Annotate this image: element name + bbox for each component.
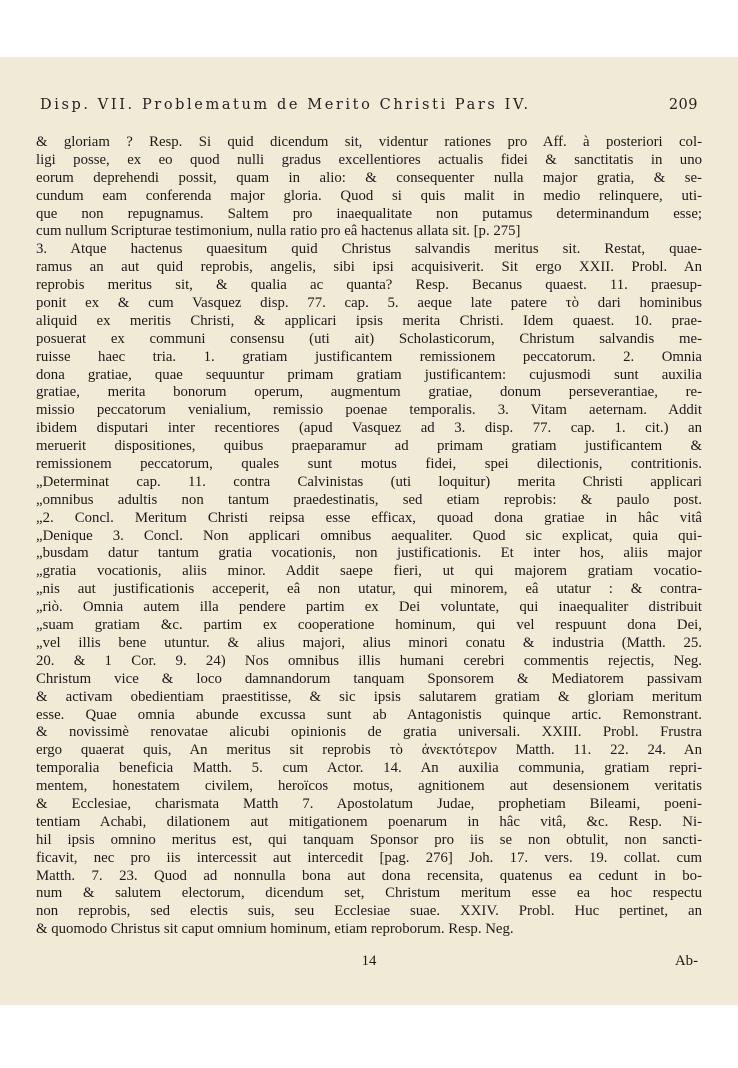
text-line: meruerit dispositiones, quibus praeparamur ad primam gratiam justificantem & — [36, 438, 702, 455]
text-line: ponit ex & cum Vasquez disp. 77. cap. 5. aeque late patere τὸ dari hominibus — [36, 295, 702, 312]
text-line: & quomodo Christus sit caput omnium hominum, etiam reproborum. Resp. Neg. — [36, 921, 514, 938]
text-line: ligi posse, ex eo quod nulli gradus excellentiores actualis fidei & sanctitatis in uno — [36, 151, 702, 168]
text-line: non reprobis, sed electis suis, seu Ecclesiae suae. XXIV. Probl. Huc pertinet, an — [36, 903, 702, 920]
text-line: & novissimè renovatae alicubi opinionis de gratia universali. XXIII. Probl. Frustra — [36, 724, 702, 741]
text-line: mentem, honestatem civilem, heroïcos motus, agnitionem aut desensionem veritatis — [36, 778, 702, 795]
text-line: num & salutem electorum, dicendum set, Christum meritum esse ea hoc respectu — [36, 885, 702, 902]
text-line: „2. Concl. Meritum Christi reipsa esse efficax, quoad dona gratiae in hâc vitâ — [36, 509, 702, 526]
text-line: Matth. 7. 23. Quod ad nonnulla bona aut dona recensita, quatenus ea cedunt in bo- — [36, 867, 702, 884]
text-line: ibidem disputari inter recentiores (apud Vasquez ad 3. disp. 77. cap. 1. cit.) an — [36, 420, 702, 437]
text-line: esse. Quae omnia abunde excussa sunt ab Antagonistis quinque artic. Remonstrant. — [36, 706, 702, 723]
text-line: ramus an aut quid reprobis, angelis, sibi ipsi acquisiverit. Sit ergo XXII. Probl. An — [36, 259, 702, 276]
text-line: temporalia beneficia Matth. 5. cum Actor. 14. An auxilia communia, gratiam repri- — [36, 760, 702, 777]
book-page — [0, 57, 738, 1005]
text-line: cum nullum Scripturae testimonium, nulla ratio pro eâ hactenus allata sit. [p. 275] — [36, 223, 521, 240]
text-line: ruisse haec tria. 1. gratiam justificantem remissionem peccatorum. 2. Omnia — [36, 348, 702, 365]
text-line: ergo quaerat quis, An meritus sit reprobis τὸ ἀνεκτότερον Matth. 11. 22. 24. An — [36, 742, 702, 759]
text-line: eorum deprehendi possit, quam in alio: & consequenter nulla major gratia, & se- — [36, 169, 702, 186]
text-line: „nis aut justificationis acceperit, eâ non utatur, qui minorem, eâ utatur : & contra- — [36, 581, 702, 598]
catchword: Ab- — [674, 953, 698, 969]
page-footer — [36, 953, 702, 971]
text-line: tentiam Achabi, dilationem aut mitigationem poenarum in hâc vitâ, &c. Resp. Ni- — [36, 813, 702, 830]
running-head — [40, 97, 698, 113]
text-line: posuerat ex communi consensu (uti ait) Scholasticorum, Christum salvandis me- — [36, 330, 702, 347]
text-line: que non repugnamus. Saltem pro inaequalitate non putamus determinandum esse; — [36, 205, 702, 222]
text-line: „Determinat cap. 11. contra Calvinistas (uti loquitur) merita Christi applicari — [36, 473, 702, 490]
page-number: 209 — [668, 97, 698, 113]
text-line: remissionem peccatorum, quales sunt motus fidei, spei dilectionis, contritionis. — [36, 456, 702, 473]
text-line: & gloriam ? Resp. Si quid dicendum sit, videntur rationes pro Aff. à posteriori col- — [36, 134, 702, 150]
text-line: dona gratiae, quae sequuntur primam gratiam justificantem: cujusmodi sunt auxilia — [36, 366, 702, 383]
text-line: cundum eam conferenda major gloria. Quod si quis malit in medio relinquere, uti- — [36, 187, 702, 204]
text-line: „suam gratiam &c. partim ex cooperatione hominum, qui vel respuunt dona Dei, — [36, 617, 702, 634]
text-line: „vel illis bene utuntur. & alius majori, alius minori conatu & industria (Matth. 25. — [36, 634, 702, 651]
text-line: Christum vice & loco damnandorum tanquam Sponsorem & Mediatorem passivam — [36, 670, 702, 687]
text-line: „Denique 3. Concl. Non applicari omnibus aequaliter. Quod sic explicat, quia qui- — [36, 527, 702, 544]
running-head-title: Disp. VII. Problematum de Merito Christi Pars IV. — [40, 97, 531, 113]
text-line: & activam obedientiam praestitisse, & sic ipsis salutarem gratiam & gloriam meritum — [36, 688, 702, 705]
text-line: gratiae, merita bonorum operum, augmentum gratiae, donum perseverantiae, re- — [36, 384, 702, 401]
text-line: ficavit, nec pro iis intercessit aut intercedit [pag. 276] Joh. 17. vers. 19. collat. cum — [36, 849, 702, 866]
text-line: „omnibus adultis non tantum praedestinatis, sed etiam reprobis: & paulo post. — [36, 491, 702, 508]
text-line: & Ecclesiae, charismata Matth 7. Apostolatum Judae, prophetiam Bileami, poeni- — [36, 795, 702, 812]
text-line: 20. & 1 Cor. 9. 24) Nos omnibus illis humani cerebri commentis rejectis, Neg. — [36, 652, 702, 669]
text-line: 3. Atque hactenus quaesitum quid Christus salvandis meritus sit. Restat, quae- — [36, 241, 702, 258]
text-line: reprobis meritus sit, & qualia ac quanta? Resp. Becanus quaest. 11. praesup- — [36, 277, 702, 294]
signature-mark: 14 — [361, 953, 377, 969]
text-line: „gratia vocationis, aliis minor. Addit saepe fieri, ut qui majorem gratiam vocatio- — [36, 563, 702, 580]
text-line: „riò. Omnia autem illa pendere partim ex Dei voluntate, qui inaequaliter distribuit — [36, 599, 702, 616]
body-text — [36, 134, 702, 939]
text-line: missio peccatorum venialium, remissio poenae temporalis. 3. Vitam aeternam. Addit — [36, 402, 702, 419]
text-line: „busdam datur tantum gratia vocationis, non justificationis. Et inter hos, aliis major — [36, 545, 702, 562]
text-line: aliquid ex meritis Christi, & applicari ipsis merita Christi. Idem quaest. 10. prae- — [36, 312, 702, 329]
text-line: hil ipsis omnino meritus est, qui tanquam Sponsor pro iis se non obtulit, non sancti- — [36, 831, 702, 848]
